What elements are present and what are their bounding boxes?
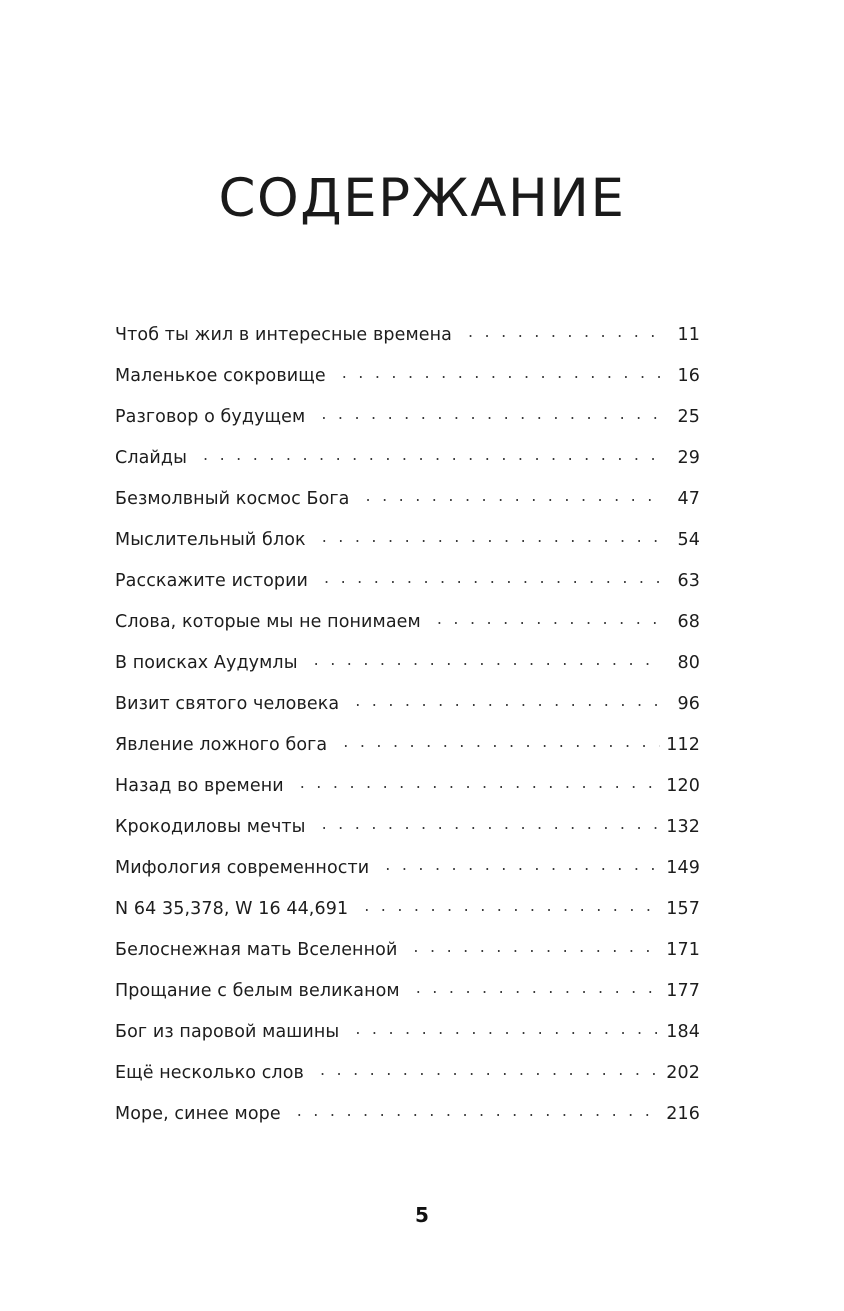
toc-leader-dots — [342, 363, 660, 381]
toc-entry[interactable] — [115, 568, 700, 609]
toc-entry-label: Мифология современности — [115, 857, 370, 878]
toc-leader-dots — [321, 404, 660, 422]
toc-entry[interactable] — [115, 855, 700, 896]
toc-entry-label: Крокодиловы мечты — [115, 816, 306, 837]
toc-leader-dots — [364, 896, 660, 914]
toc-entry-page: 54 — [677, 529, 700, 550]
toc-entry-label: N 64 35,378, W 16 44,691 — [115, 898, 349, 919]
toc-entry-page: 177 — [666, 980, 700, 1001]
toc-entry[interactable] — [115, 445, 700, 486]
table-of-contents — [115, 322, 700, 1142]
toc-entry[interactable] — [115, 486, 700, 527]
toc-entry-label: Мыслительный блок — [115, 529, 306, 550]
toc-entry-label: Море, синее море — [115, 1103, 281, 1124]
toc-entry-page: 68 — [677, 611, 700, 632]
toc-entry-label: Ещё несколько слов — [115, 1062, 304, 1083]
toc-entry-page: 11 — [677, 324, 700, 345]
toc-entry-label: Прощание с белым великаном — [115, 980, 400, 1001]
toc-entry[interactable] — [115, 896, 700, 937]
toc-leader-dots — [314, 650, 660, 668]
toc-entry-page: 184 — [666, 1021, 700, 1042]
toc-leader-dots — [320, 1060, 660, 1078]
toc-entry[interactable] — [115, 1019, 700, 1060]
toc-entry-page: 96 — [677, 693, 700, 714]
toc-entry-page: 171 — [666, 939, 700, 960]
toc-entry[interactable] — [115, 1060, 700, 1101]
toc-entry-page: 120 — [666, 775, 700, 796]
toc-entry-label: В поисках Аудумлы — [115, 652, 298, 673]
toc-entry[interactable] — [115, 1101, 700, 1142]
toc-leader-dots — [366, 486, 660, 504]
toc-entry[interactable] — [115, 691, 700, 732]
toc-entry-page: 16 — [677, 365, 700, 386]
toc-entry[interactable] — [115, 773, 700, 814]
toc-entry[interactable] — [115, 814, 700, 855]
toc-leader-dots — [297, 1101, 660, 1119]
toc-leader-dots — [203, 445, 660, 463]
toc-leader-dots — [324, 568, 660, 586]
toc-leader-dots — [355, 1019, 660, 1037]
toc-entry[interactable] — [115, 404, 700, 445]
toc-entry-label: Безмолвный космос Бога — [115, 488, 350, 509]
toc-leader-dots — [300, 773, 660, 791]
toc-entry-label: Назад во времени — [115, 775, 284, 796]
toc-entry[interactable] — [115, 978, 700, 1019]
toc-entry-page: 216 — [666, 1103, 700, 1124]
toc-entry-label: Бог из паровой машины — [115, 1021, 340, 1042]
toc-entry-page: 63 — [677, 570, 700, 591]
toc-leader-dots — [322, 814, 660, 832]
toc-entry[interactable] — [115, 363, 700, 404]
toc-entry-label: Чтоб ты жил в интересные времена — [115, 324, 452, 345]
toc-entry-label: Слайды — [115, 447, 188, 468]
toc-entry[interactable] — [115, 527, 700, 568]
toc-entry-page: 132 — [666, 816, 700, 837]
toc-entry-page: 149 — [666, 857, 700, 878]
toc-entry-label: Визит святого человека — [115, 693, 340, 714]
toc-entry-label: Расскажите истории — [115, 570, 309, 591]
toc-leader-dots — [413, 937, 660, 955]
page-title: СОДЕРЖАНИЕ — [218, 168, 626, 229]
toc-leader-dots — [343, 732, 660, 750]
toc-entry[interactable] — [115, 732, 700, 773]
toc-entry-page: 202 — [666, 1062, 700, 1083]
toc-leader-dots — [385, 855, 660, 873]
toc-entry-label: Белоснежная мать Вселенной — [115, 939, 398, 960]
toc-entry[interactable] — [115, 322, 700, 363]
toc-leader-dots — [355, 691, 660, 709]
toc-leader-dots — [416, 978, 660, 996]
toc-entry-label: Слова, которые мы не понимаем — [115, 611, 421, 632]
toc-entry-label: Разговор о будущем — [115, 406, 306, 427]
page-number: 5 — [415, 1203, 429, 1227]
toc-entry-page: 25 — [677, 406, 700, 427]
toc-entry-page: 157 — [666, 898, 700, 919]
toc-entry-page: 112 — [666, 734, 700, 755]
toc-entry[interactable] — [115, 609, 700, 650]
toc-leader-dots — [468, 322, 660, 340]
toc-entry-label: Маленькое сокровище — [115, 365, 326, 386]
toc-entry-page: 80 — [677, 652, 700, 673]
toc-leader-dots — [437, 609, 660, 627]
toc-entry-page: 29 — [677, 447, 700, 468]
toc-entry[interactable] — [115, 937, 700, 978]
toc-leader-dots — [322, 527, 660, 545]
toc-entry[interactable] — [115, 650, 700, 691]
toc-entry-label: Явление ложного бога — [115, 734, 328, 755]
toc-entry-page: 47 — [677, 488, 700, 509]
